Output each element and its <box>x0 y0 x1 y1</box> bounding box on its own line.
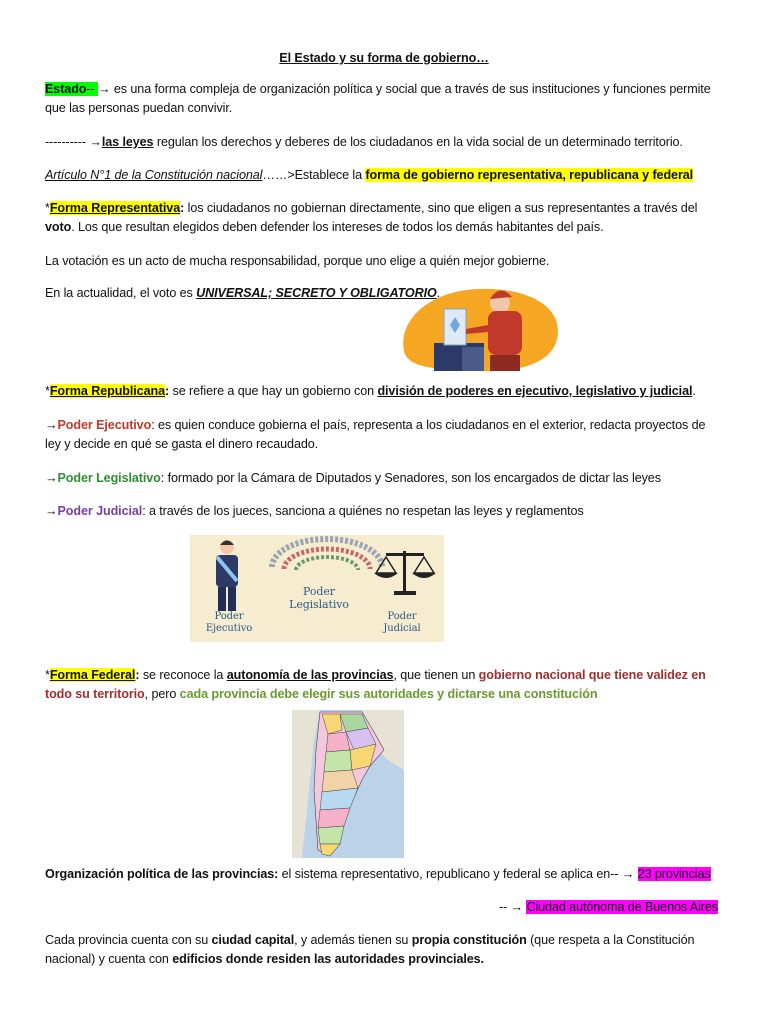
paragraph-text: (que respeta a la Constitución <box>526 933 695 947</box>
highlight-23-provincias: 23 provincias <box>637 867 711 881</box>
label-text: Legislativo <box>289 598 349 611</box>
autonomia-provincias: autonomía de las provincias <box>226 668 394 682</box>
period: . <box>436 286 441 300</box>
powers-illustration <box>190 535 444 642</box>
term-estado: Estado <box>45 82 87 96</box>
paragraph-votacion: La votación es un acto de mucha responsabilidad, porque uno elige a quién mejor gobierne. <box>45 254 550 268</box>
paragraph-legislativo <box>45 469 725 488</box>
dashes: -- <box>86 82 98 96</box>
paragraph-text: Cada provincia cuenta con su <box>45 933 212 947</box>
term-forma-federal: Forma Federal <box>49 668 136 682</box>
label-text: Ejecutivo <box>205 623 253 634</box>
paragraph-estado <box>45 80 725 99</box>
arrow-icon: → <box>45 418 58 432</box>
paragraph-text: : es quien conduce gobierna el país, representa a los ciudadanos en el exterior, redacta proyectos de <box>151 418 706 432</box>
paragraph-text: se refiere a que hay un gobierno con <box>169 384 378 398</box>
paragraph-text: el sistema representativo, republicano y federal se aplica en-- <box>278 867 622 881</box>
argentina-map <box>292 710 404 858</box>
label-poder-legislativo <box>274 585 364 611</box>
gobierno-nacional-text-cont: todo su territorio <box>45 687 145 701</box>
vote-characteristics: UNIVERSAL; SECRETO Y OBLIGATORIO <box>196 286 437 300</box>
label-text: Poder <box>387 611 417 622</box>
colon: : <box>135 668 140 682</box>
paragraph-text: , pero <box>144 687 180 701</box>
arrow-icon: → <box>89 135 102 149</box>
bullet-star: * <box>45 668 50 682</box>
paragraph-text: ……>Establece la <box>262 168 366 182</box>
paragraph-text: : formado por la Cámara de Diputados y Senadores, son los encargados de dictar las leyes <box>160 471 661 485</box>
arrow-icon: → <box>621 867 635 881</box>
paragraph-text: es una forma compleja de organización política y social que a través de sus instituciones y funciones permite <box>110 82 711 96</box>
paragraph-ejecutivo-line2: ley y decide en qué se gasta el dinero recaudado. <box>45 437 319 451</box>
provincia-autoridades-text: cada provincia debe elegir sus autoridades y dictarse una constitución <box>179 687 598 701</box>
label-poder-judicial <box>374 611 430 635</box>
document-title: El Estado y su forma de gobierno… <box>279 51 489 65</box>
period: . <box>692 384 696 398</box>
paragraph-representativa-line2 <box>45 218 725 237</box>
paragraph-articulo <box>45 166 725 185</box>
paragraph-text: , que tienen un <box>393 668 479 682</box>
highlight-forma-gobierno: forma de gobierno representativa, republicana y federal <box>365 168 694 182</box>
term-las-leyes: las leyes <box>101 135 154 149</box>
label-text: Poder <box>303 585 335 598</box>
paragraph-caba <box>499 898 718 917</box>
org-politica-label: Organización política de las provincias: <box>45 867 279 881</box>
dashes: -- <box>498 900 511 914</box>
paragraph-capital <box>45 931 725 950</box>
term-ciudad-capital: ciudad capital <box>211 933 295 947</box>
term-voto: voto <box>45 220 72 234</box>
label-poder-ejecutivo <box>204 611 254 635</box>
paragraph-organizacion <box>45 865 725 884</box>
article-reference: Artículo N°1 de la Constitución nacional <box>45 168 263 182</box>
paragraph-representativa <box>45 199 725 218</box>
paragraph-estado-line2: que las personas puedan convivir. <box>45 101 233 115</box>
bullet-star: * <box>45 201 50 215</box>
colon: : <box>180 201 185 215</box>
paragraph-federal <box>45 666 725 685</box>
dashes: ---------- <box>45 135 90 149</box>
paragraph-ejecutivo <box>45 416 725 435</box>
paragraph-text: , y además tienen su <box>294 933 412 947</box>
arrow-icon: → <box>97 82 111 96</box>
map-artwork <box>292 710 404 858</box>
gobierno-nacional-text: gobierno nacional que tiene validez en <box>478 668 706 682</box>
bullet-star: * <box>45 384 50 398</box>
paragraph-voto <box>45 284 725 303</box>
term-poder-legislativo: Poder Legislativo <box>57 471 161 485</box>
paragraph-text: los ciudadanos no gobiernan directamente, sino que eligen a sus representantes a través del <box>184 201 698 215</box>
term-propia-constitucion: propia constitución <box>411 933 527 947</box>
paragraph-federal-line2 <box>45 685 725 704</box>
paragraph-text: : a través de los jueces, sanciona a quiénes no respetan las leyes y reglamentos <box>142 504 584 518</box>
paragraph-text: En la actualidad, el voto es <box>45 286 197 300</box>
term-poder-ejecutivo: Poder Ejecutivo <box>57 418 152 432</box>
paragraph-text: se reconoce la <box>139 668 227 682</box>
term-forma-representativa: Forma Representativa <box>49 201 181 215</box>
arrow-icon: → <box>45 471 58 485</box>
highlight-caba: Ciudad autónoma de Buenos Aires <box>526 900 718 914</box>
label-text: Judicial <box>383 623 421 634</box>
term-edificios: edificios donde residen las autoridades provinciales. <box>172 952 484 966</box>
division-poderes: división de poderes en ejecutivo, legislativo y judicial <box>377 384 693 398</box>
term-poder-judicial: Poder Judicial <box>57 504 143 518</box>
paragraph-capital-line2 <box>45 950 725 969</box>
paragraph-republicana <box>45 382 725 401</box>
paragraph-text: . Los que resultan elegidos deben defender los intereses de todos los demás habitantes del país. <box>71 220 604 234</box>
voting-illustration <box>398 281 560 373</box>
paragraph-judicial <box>45 502 725 521</box>
colon: : <box>164 384 170 398</box>
arrow-icon: → <box>45 504 58 518</box>
paragraph-text: nacional) y cuenta con <box>45 952 173 966</box>
paragraph-leyes <box>45 133 725 152</box>
term-forma-republicana: Forma Republicana <box>49 384 165 398</box>
arrow-icon: → <box>510 900 524 914</box>
label-text: Poder <box>214 611 244 622</box>
paragraph-text: regulan los derechos y deberes de los ciudadanos en la vida social de un determinado territorio. <box>153 135 683 149</box>
